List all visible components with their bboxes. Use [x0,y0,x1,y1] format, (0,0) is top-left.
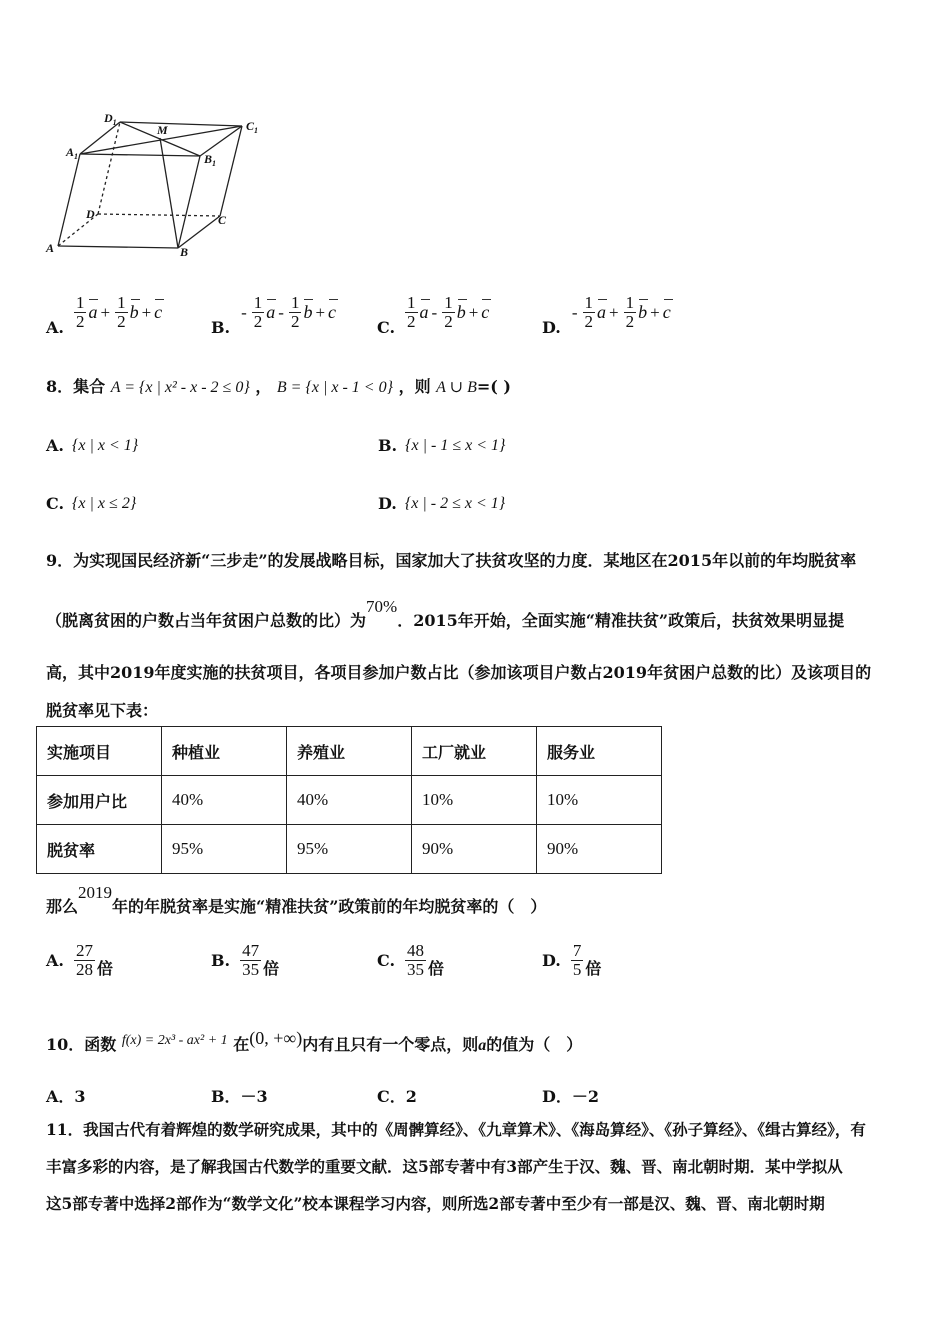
q10-suffix-b: 的值为（ ） [486,1035,583,1054]
q8-then: ，则 [398,377,431,396]
denominator: 2 [117,312,126,331]
option-fraction: $\frac{27}{28}$ [75,941,93,979]
numerator: 1 [625,293,635,312]
option-set: {x | x ≤ 2} [72,494,137,512]
option-label: A. [46,436,64,455]
label-c1: $C_1$ [246,119,259,135]
q9-line-1: 9．为实现国民经济新“三步走”的发展战略目标，国家加大了扶贫攻坚的力度．某地区在2015年以前的年均脱贫率 [46,551,857,570]
q10-interval: (0, +∞) [249,1028,303,1048]
operator: + [650,302,660,322]
vector-a: a [419,302,429,322]
q9-rate: 70% [366,597,398,616]
vector-b: b [303,302,313,322]
q11-line-3: 这5部专著中选择2部作为“数学文化”校本课程学习内容，则所选2部专著中至少有一部是汉、魏、晋、南北朝时期 [46,1194,825,1213]
vector-c: c [481,302,490,322]
q10-prefix: 10．函数 [46,1035,117,1054]
vector-b: b [638,302,648,322]
q10-suffix-a: 内有且只有一个零点，则 [302,1035,479,1054]
q10-question [46,1028,583,1055]
fraction [252,294,265,331]
q7-option-b[interactable] [211,288,336,337]
option-label: D. [542,951,561,970]
q8-option-a[interactable] [46,436,138,455]
sign: - [571,302,578,322]
operator: - [278,302,284,322]
numerator: 1 [253,293,263,312]
fraction [289,294,302,331]
edge-a-b [58,246,178,248]
vector-b: b [129,302,139,322]
q9-option-a[interactable] [46,942,113,979]
q8-question [46,374,511,397]
denominator: 2 [75,312,85,331]
table-cell: 95% [162,825,287,874]
label-c: C [218,213,227,227]
operator: + [609,302,619,322]
numerator: 1 [407,293,416,312]
vector-c: c [662,302,671,322]
q9-table [36,726,662,874]
q9-line-2b: ．2015年开始，全面实施“精准扶贫”政策后，扶贫效果明显提 [397,611,845,630]
table-header-cell: 种植业 [162,727,287,776]
option-fraction: $\frac{48}{35}$ [407,941,425,979]
fraction [74,294,87,331]
label-d: D [86,207,95,221]
q8-tail: =( ) [476,377,511,396]
denominator: 2 [253,312,263,331]
option-unit: 倍 [428,959,445,978]
fraction [405,294,418,331]
table-cell: 90% [412,825,537,874]
option-label: C. [377,318,396,337]
q8-option-d[interactable] [378,494,505,513]
q7-option-a[interactable] [46,288,162,337]
edge-d1-c1 [120,122,242,126]
q9-line-2 [46,597,845,631]
q10-var: a [478,1037,487,1054]
vector-a: a [597,302,607,322]
table-cell: 95% [287,825,412,874]
vector-a: a [266,302,276,322]
vector-c: c [154,302,163,322]
numerator: 1 [444,293,453,312]
table-header-cell: 实施项目 [37,727,162,776]
q10-option-d[interactable]: D．－2 [542,1087,600,1106]
q8-option-b[interactable] [378,436,505,455]
option-fraction: $\frac{47}{35}$ [242,941,260,979]
option-unit: 倍 [96,959,113,978]
q9-question-b: 年的年脱贫率是实施“精准扶贫”政策前的年均脱贫率的（ ） [112,897,547,916]
label-a: A [46,241,55,255]
hidden-edge-d-c [98,214,220,216]
table-header-cell: 服务业 [537,727,662,776]
hidden-edge-d-d1 [98,122,120,214]
denominator: 2 [584,312,594,331]
q10-option-a[interactable]: A．3 [46,1087,86,1106]
q9-line-4: 脱贫率见下表： [46,701,159,720]
q8-sep: ， [255,377,272,396]
option-label: B. [211,951,231,970]
q9-option-d[interactable] [542,942,601,979]
operator: + [468,302,479,322]
option-label: B. [211,318,231,337]
option-label: A. [46,951,64,970]
q8-option-c[interactable] [46,494,136,513]
q9-question-a: 那么 [46,897,79,916]
q9-year: 2019 [78,883,113,902]
operator: + [315,302,326,322]
q8-union: A ∪ B [436,379,477,396]
fraction [115,294,128,331]
q8-set-b: B = {x | x - 1 < 0} [276,379,393,396]
fraction [583,294,596,331]
table-cell: 90% [537,825,662,874]
q11-line-1: 11．我国古代有着辉煌的数学研究成果，其中的《周髀算经》、《九章算术》、《海岛算经》、《孙子算经》、《缉古算经》，有 [46,1120,866,1139]
label-b: B [180,245,189,258]
label-m: M [157,123,168,137]
option-label: C. [377,951,396,970]
parallelepiped-figure [40,108,280,258]
table-header-cell: 工厂就业 [412,727,537,776]
option-unit: 倍 [585,959,602,978]
q11-line-2: 丰富多彩的内容，是了解我国古代数学的重要文献．这5部专著中有3部产生于汉、魏、晋、南北朝时期．某中学拟从 [46,1157,843,1176]
option-label: C. [46,494,65,513]
option-set: {x | x < 1} [71,436,139,454]
denominator: 2 [407,312,416,331]
table-header-row [37,727,662,776]
q9-option-b[interactable] [211,942,279,979]
vector-b: b [456,302,466,322]
q9-line-3: 高，其中2019年度实施的扶贫项目，各项目参加户数占比（参加该项目户数占2019年贫困户总数的比）及该项目的 [46,663,872,682]
q10-option-b[interactable]: B．－3 [211,1087,268,1106]
segment-m-b [160,138,178,248]
q7-option-d[interactable] [542,288,671,337]
q10-option-c[interactable]: C．2 [377,1087,417,1106]
q8-prefix: 8．集合 [46,377,106,396]
option-label: D. [542,318,561,337]
q9-question [46,883,547,917]
fraction [442,294,455,331]
q10-function: f(x) = 2x³ - ax² + 1 [121,1033,228,1048]
table-row [37,776,662,825]
numerator: 1 [75,293,85,312]
denominator: 2 [625,312,635,331]
q10-mid: 在 [233,1035,250,1054]
option-label: B. [378,436,398,455]
option-label: A. [46,318,64,337]
label-a1: $A_1$ [66,145,79,161]
denominator: 2 [290,312,300,331]
table-header-cell: 养殖业 [287,727,412,776]
label-d1: $D_1$ [104,111,117,127]
q8-set-a: A = {x | x² - x - 2 ≤ 0} [110,379,250,396]
option-set: {x | - 1 ≤ x < 1} [405,436,506,454]
numerator: 1 [117,293,126,312]
label-b1: $B_1$ [204,152,217,168]
operator: - [431,302,438,322]
q9-option-c[interactable] [377,942,444,979]
option-fraction: $\frac{7}{5}$ [572,941,582,979]
table-cell: 10% [412,776,537,825]
q7-option-c[interactable] [377,288,489,337]
option-set: {x | - 2 ≤ x < 1} [404,494,506,512]
sign: - [241,302,247,322]
numerator: 1 [584,293,594,312]
vector-c: c [328,302,337,322]
edge-a1-a [58,154,80,246]
option-unit: 倍 [263,959,280,978]
vector-a: a [88,302,98,322]
operator: + [141,302,152,322]
fraction [624,294,637,331]
table-cell: 10% [537,776,662,825]
option-label: D. [378,494,397,513]
table-cell: 脱贫率 [37,825,162,874]
table-row [37,825,662,874]
q9-line-2a: （脱离贫困的户数占当年贫困户总数的比）为 [46,611,367,630]
table-cell: 40% [287,776,412,825]
operator: + [100,302,111,322]
denominator: 2 [444,312,453,331]
numerator: 1 [290,293,300,312]
table-cell: 参加用户比 [37,776,162,825]
table-cell: 40% [162,776,287,825]
edge-b1-a1 [80,154,200,156]
